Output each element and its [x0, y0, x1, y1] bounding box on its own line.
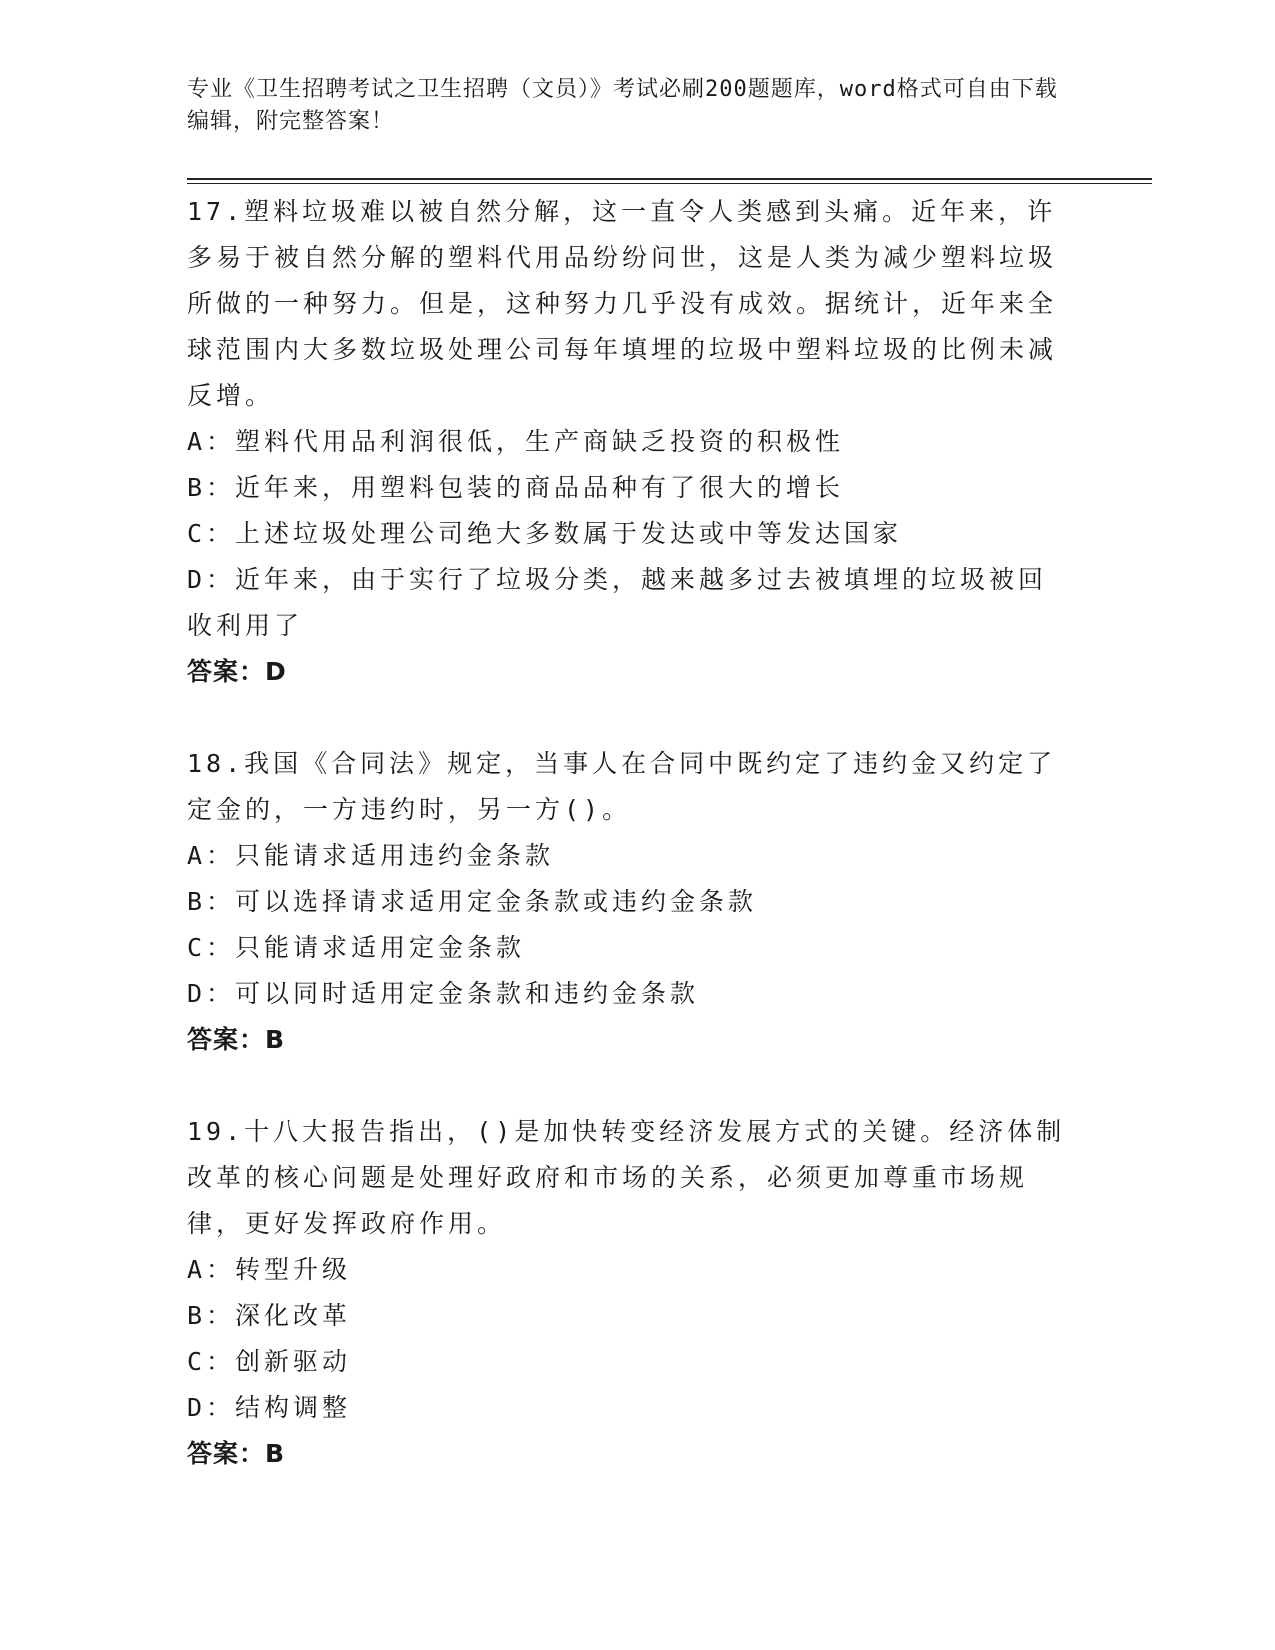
answer-label: 答案：B: [187, 1439, 286, 1468]
option-d: D：可以同时适用定金条款和违约金条款: [187, 979, 700, 1008]
question-17: [187, 189, 1067, 695]
document-header: [187, 74, 1067, 138]
option-b: B：可以选择请求适用定金条款或违约金条款: [187, 887, 758, 916]
question-stem: 18.我国《合同法》规定，当事人在合同中既约定了违约金又约定了定金的，一方违约时，另一方()。: [187, 749, 1057, 824]
question-stem: 17.塑料垃圾难以被自然分解，这一直令人类感到头痛。近年来，许多易于被自然分解的塑料代用品纷纷问世，这是人类为减少塑料垃圾所做的一种努力。但是，这种努力几乎没有成效。据统计，近年来全球范围内大多数垃圾处理公司每年填埋的垃圾中塑料垃圾的比例未减反增。: [187, 197, 1058, 410]
header-divider-thin: [187, 183, 1152, 184]
option-d: D：结构调整: [187, 1393, 352, 1422]
option-a: A：只能请求适用违约金条款: [187, 841, 555, 870]
answer-label: 答案：B: [187, 1025, 286, 1054]
option-c: C：上述垃圾处理公司绝大多数属于发达或中等发达国家: [187, 519, 903, 548]
option-b: B：近年来，用塑料包装的商品品种有了很大的增长: [187, 473, 845, 502]
option-c: C：只能请求适用定金条款: [187, 933, 526, 962]
question-list: [187, 189, 1067, 1523]
option-a: A：转型升级: [187, 1255, 352, 1284]
document-title: 专业《卫生招聘考试之卫生招聘（文员）》考试必刷200题题库，word格式可自由下载编辑，附完整答案！: [187, 77, 1058, 134]
option-a: A：塑料代用品利润很低，生产商缺乏投资的积极性: [187, 427, 845, 456]
question-19: [187, 1109, 1067, 1477]
option-d: D：近年来，由于实行了垃圾分类，越来越多过去被填埋的垃圾被回收利用了: [187, 565, 1048, 640]
header-divider-thick: [187, 178, 1152, 180]
question-stem: 19.十八大报告指出，()是加快转变经济发展方式的关键。经济体制改革的核心问题是处理好政府和市场的关系，必须更加尊重市场规律，更好发挥政府作用。: [187, 1117, 1066, 1238]
question-18: [187, 741, 1067, 1063]
option-b: B：深化改革: [187, 1301, 352, 1330]
option-c: C：创新驱动: [187, 1347, 352, 1376]
answer-label: 答案：D: [187, 657, 287, 686]
